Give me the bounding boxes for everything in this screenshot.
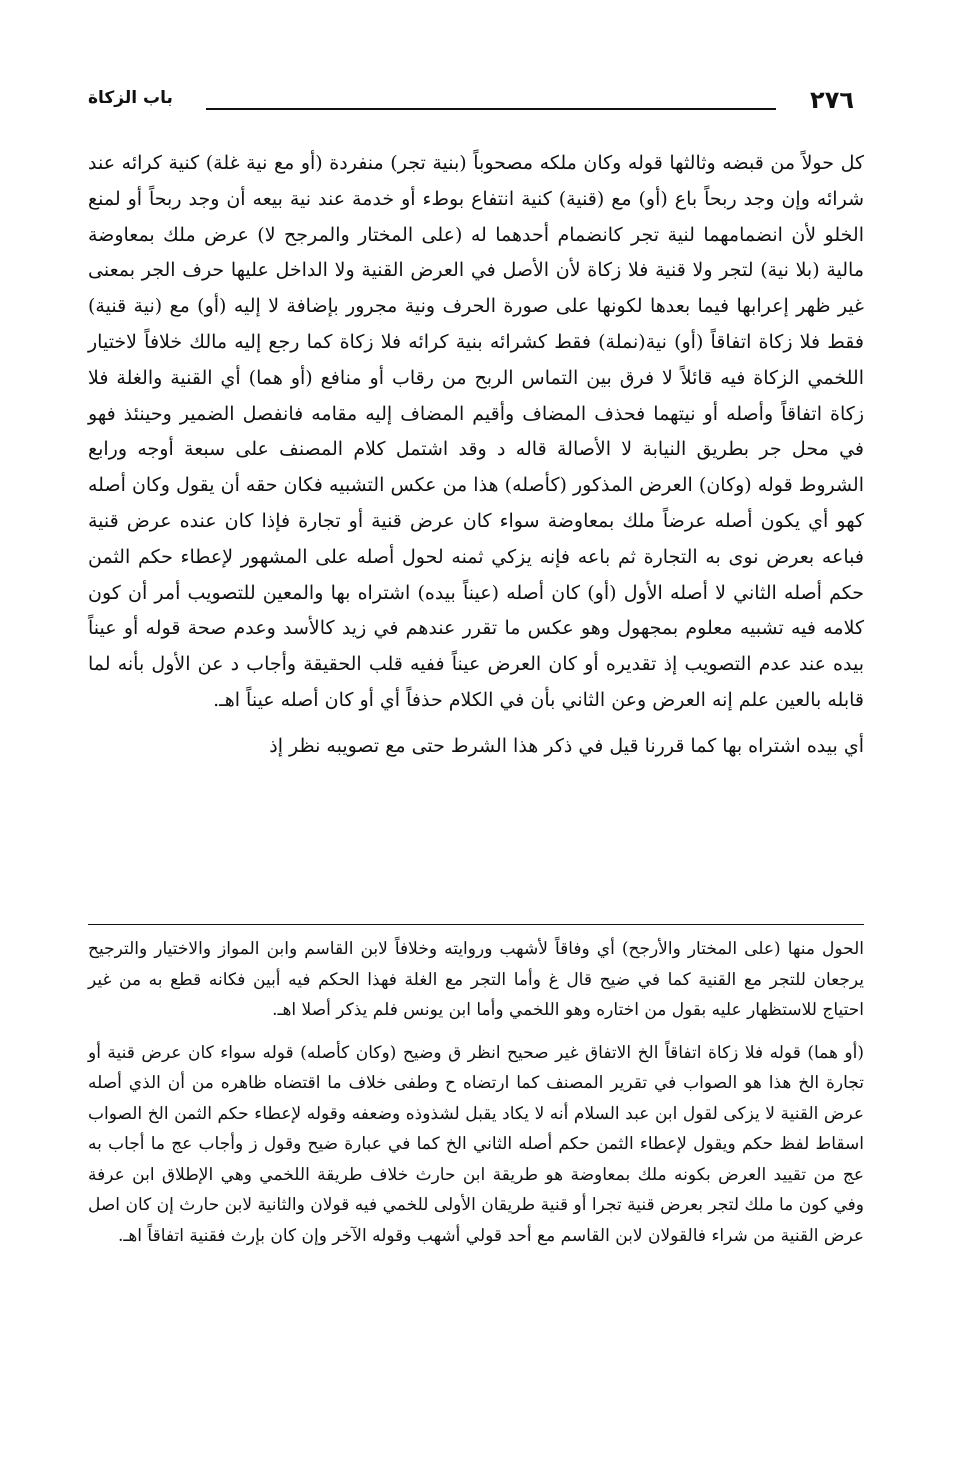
page-header: [88, 86, 864, 126]
footnote-separator: [88, 924, 864, 925]
footnote: الحول منها (على المختار والأرجح) أي وفاقاً لأشهب وروايته وخلافاً لابن القاسم وابن المواز والاختيار والترجيح يرجعان للتجر مع القنية كما في ضيح قال غ وأما التجر مع الغلة فهذا الحكم فيه أبين فكانه قطع به من غير احتياج للاستظهار عليه بقول من اختاره وهو اللخمي وأما ابن يونس فلم يذكر أصلا اهـ.: [88, 939, 864, 1020]
page-number: ٢٧٦: [810, 86, 854, 114]
main-paragraph: كل حولاً من قبضه وثالثها قوله وكان ملكه مصحوباً (بنية تجر) منفردة (أو مع نية غلة) كنية كرائه عند شرائه وإن وجد ربحاً باع (أو) مع (قنية) كنية انتفاع بوطء أو خدمة عند نية بيعه أن وجد ربحاً أو لمنع الخلو لأن انضمامهما لنية تجر كانضمام أحدهما له (على المختار والمرجح لا) عرض ملك بمعاوضة مالية (بلا نية) لتجر ولا قنية فلا زكاة لأن الأصل في العرض القنية ولا الداخل عليها حرف الجر بمعنى غير ظهر إعرابها فيما بعدها لكونها على صورة الحرف ونية مجرور بإضافة لا إليه (أو) مع (نية قنية) فقط فلا زكاة اتفاقاً (أو) نية(نملة) فقط كشرائه بنية كرائه فلا زكاة كما رجع إليه مالك خلافاً لاختيار اللخمي الزكاة فيه قائلاً لا فرق بين التماس الربح من رقاب أو منافع (أو هما) أي القنية والغلة فلا زكاة اتفاقاً وأصله أو نيتهما فحذف المضاف وأقيم المضاف إليه مقامه فانفصل الضمير وحينئذ فهو في محل جر بطريق النيابة لا الأصالة قاله د وقد اشتمل كلام المصنف على سبعة أوجه ورابع الشروط قوله (وكان) العرض المذكور (كأصله) هذا من عكس التشبيه فكان حقه أن يقول وكان أصله كهو أي يكون أصله عرضاً ملك بمعاوضة سواء كان عرض قنية أو تجارة فإذا كان عنده عرض قنية فباعه بعرض نوى به التجارة ثم باعه فإنه يزكي ثمنه لحول أصله على المشهور لإعطاء حكم الثمن حكم أصله الثاني لا أصله الأول (أو) كان أصله (عيناً بيده) اشتراه بها والمعين للتصويب أمر أن كون كلامه فيه تشبيه معلوم بمجهول وهو عكس ما تقرر عندهم في زيد كالأسد وعدم صحة قوله أو عيناً بيده عند عدم التصويب إذ تقديره أو كان العرض عيناً ففيه قلب الحقيقة وأجاب د عن الأول بأنه لما قابله بالعين علم إنه العرض وعن الثاني بأن في الكلام حذفاً أي أو كان أصله عيناً اهـ.: [88, 152, 864, 711]
footnote: (أو هما) قوله فلا زكاة اتفاقاً الخ الاتفاق غير صحيح انظر ق وضيح (وكان كأصله) قوله سواء كان عرض قنية أو تجارة الخ هذا هو الصواب في تقرير المصنف كما ارتضاه ح وطفى خلاف ما اقتضاه ظاهره من أن الذي أصله عرض القنية لا يزكى لقول ابن عبد السلام أنه لا يكاد يقبل لشذوذه وضعفه وقوله لإعطاء حكم الثمن الخ الصواب اسقاط لفظ حكم ويقول لإعطاء الثمن حكم أصله الثاني الخ كما في عبارة ضيح وقول ز وأجاب عج ما أجاب به عج من تقييد العرض بكونه ملك بمعاوضة هو طريقة ابن حارث خلاف طريقة اللخمي وهي الإطلاق ابن عرفة وفي كون ما ملك لتجر بعرض قنية تجرا أو قنية طريقان الأولى للخمي فيه قولان والثانية لابن حارث إن كان اصل عرض القنية من شراء فالقولان لابن القاسم مع أحد قولي أشهب وقوله الآخر وإن كان بإرث فقنية اتفاقاً اهـ.: [88, 1042, 864, 1246]
main-text: [88, 146, 864, 765]
main-paragraph: أي بيده اشتراه بها كما قررنا قيل في ذكر هذا الشرط حتى مع تصويبه نظر إذ: [269, 734, 864, 757]
running-title: باب الزكاة: [88, 88, 173, 108]
header-rule: [206, 108, 776, 110]
book-page: [88, 0, 864, 1477]
footnotes: [88, 934, 864, 1251]
